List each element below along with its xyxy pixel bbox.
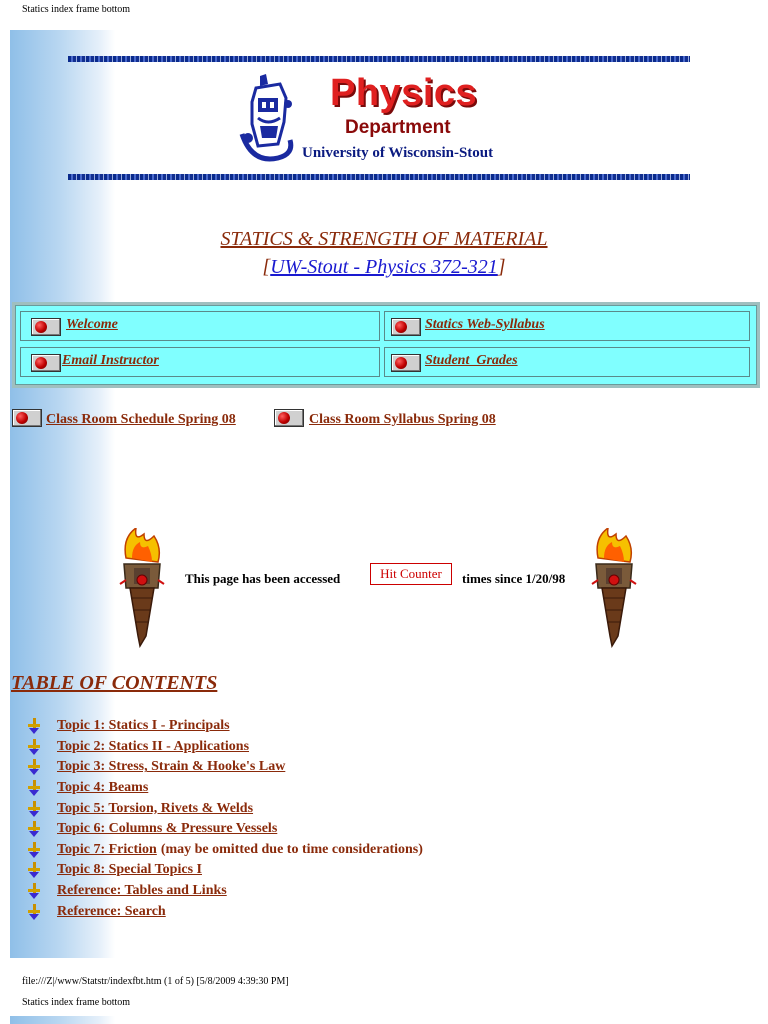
arrow-down-icon <box>26 801 42 817</box>
frame-label-bottom: Statics index frame bottom <box>22 997 131 1008</box>
toc-link[interactable]: Topic 1: Statics I - Principals <box>57 718 230 734</box>
nav-cell-email <box>20 347 380 377</box>
hit-counter: Hit Counter <box>370 563 452 585</box>
counter-prefix: This page has been accessed <box>185 571 341 586</box>
toc-item <box>26 860 423 881</box>
toc-title: TABLE OF CONTENTS <box>11 672 218 694</box>
red-bullet-icon <box>391 354 421 372</box>
toc-item <box>26 757 423 778</box>
web-syllabus-link[interactable]: Statics Web-Syllabus <box>425 317 545 332</box>
counter-suffix: times since 1/20/98 <box>462 571 566 586</box>
nav-table <box>12 302 760 388</box>
page-body-next <box>10 1016 768 1024</box>
arrow-down-icon <box>26 904 42 920</box>
toc-item <box>26 840 423 861</box>
toc-link[interactable]: Topic 2: Statics II - Applications <box>57 738 250 754</box>
course-code: UW-Stout - Physics 372-321 <box>270 256 498 278</box>
arrow-down-icon <box>26 883 42 899</box>
arrow-down-icon <box>26 842 42 858</box>
nav-cell-grades <box>384 347 750 377</box>
red-bullet-icon <box>391 318 421 336</box>
logo-university: University of Wisconsin-Stout <box>302 145 494 161</box>
arrow-down-icon <box>26 759 42 775</box>
toc-item <box>26 881 423 902</box>
toc-item <box>26 798 423 819</box>
blugold-mascot-icon <box>238 74 302 166</box>
nav-cell-welcome <box>20 311 380 341</box>
red-bullet-icon <box>274 409 304 427</box>
arrow-down-icon <box>26 718 42 734</box>
toc-link[interactable]: Topic 8: Special Topics I <box>57 862 202 878</box>
toc-item <box>26 737 423 758</box>
student-grades-link[interactable]: Student Grades <box>425 353 518 368</box>
class-schedule-link[interactable]: Class Room Schedule Spring 08 <box>46 412 236 427</box>
red-bullet-icon <box>12 409 42 427</box>
toc-item <box>26 901 423 922</box>
logo-physics-title: Physics <box>330 72 478 114</box>
torch-icon <box>118 528 168 648</box>
header-rule-top <box>68 56 690 62</box>
class-syllabus-link[interactable]: Class Room Syllabus Spring 08 <box>309 412 496 427</box>
arrow-down-icon <box>26 739 42 755</box>
toc-item <box>26 716 423 737</box>
toc-item <box>26 778 423 799</box>
bracket-open: [ <box>262 256 271 278</box>
toc-list <box>26 716 423 922</box>
red-bullet-icon <box>31 354 61 372</box>
toc-item <box>26 819 423 840</box>
arrow-down-icon <box>26 821 42 837</box>
page-footer-path: file:///Z|/www/Statstr/indexfbt.htm (1 of 5) [5/8/2009 4:39:30 PM] <box>22 976 289 987</box>
welcome-link[interactable]: Welcome <box>66 317 118 332</box>
toc-link[interactable]: Reference: Tables and Links <box>57 883 227 899</box>
toc-link[interactable]: Topic 3: Stress, Strain & Hooke's Law <box>57 759 286 775</box>
course-subtitle <box>0 256 768 279</box>
nav-cell-syllabus <box>384 311 750 341</box>
bracket-close: ] <box>497 256 506 278</box>
toc-link[interactable]: Topic 7: Friction <box>57 841 157 857</box>
course-title: STATICS & STRENGTH OF MATERIAL <box>220 228 548 250</box>
toc-link[interactable]: Reference: Search <box>57 903 166 919</box>
arrow-down-icon <box>26 862 42 878</box>
logo-department: Department <box>345 117 451 138</box>
toc-note: (may be omitted due to time considerations) <box>160 841 423 857</box>
torch-icon <box>590 528 640 648</box>
toc-link[interactable]: Topic 5: Torsion, Rivets & Welds <box>57 800 254 816</box>
toc-link[interactable]: Topic 6: Columns & Pressure Vessels <box>57 821 278 837</box>
email-instructor-link[interactable]: Email Instructor <box>62 353 159 368</box>
toc-link[interactable]: Topic 4: Beams <box>57 780 149 796</box>
arrow-down-icon <box>26 780 42 796</box>
red-bullet-icon <box>31 318 61 336</box>
frame-label-top: Statics index frame bottom <box>22 4 131 15</box>
header-rule-bottom <box>68 174 690 180</box>
